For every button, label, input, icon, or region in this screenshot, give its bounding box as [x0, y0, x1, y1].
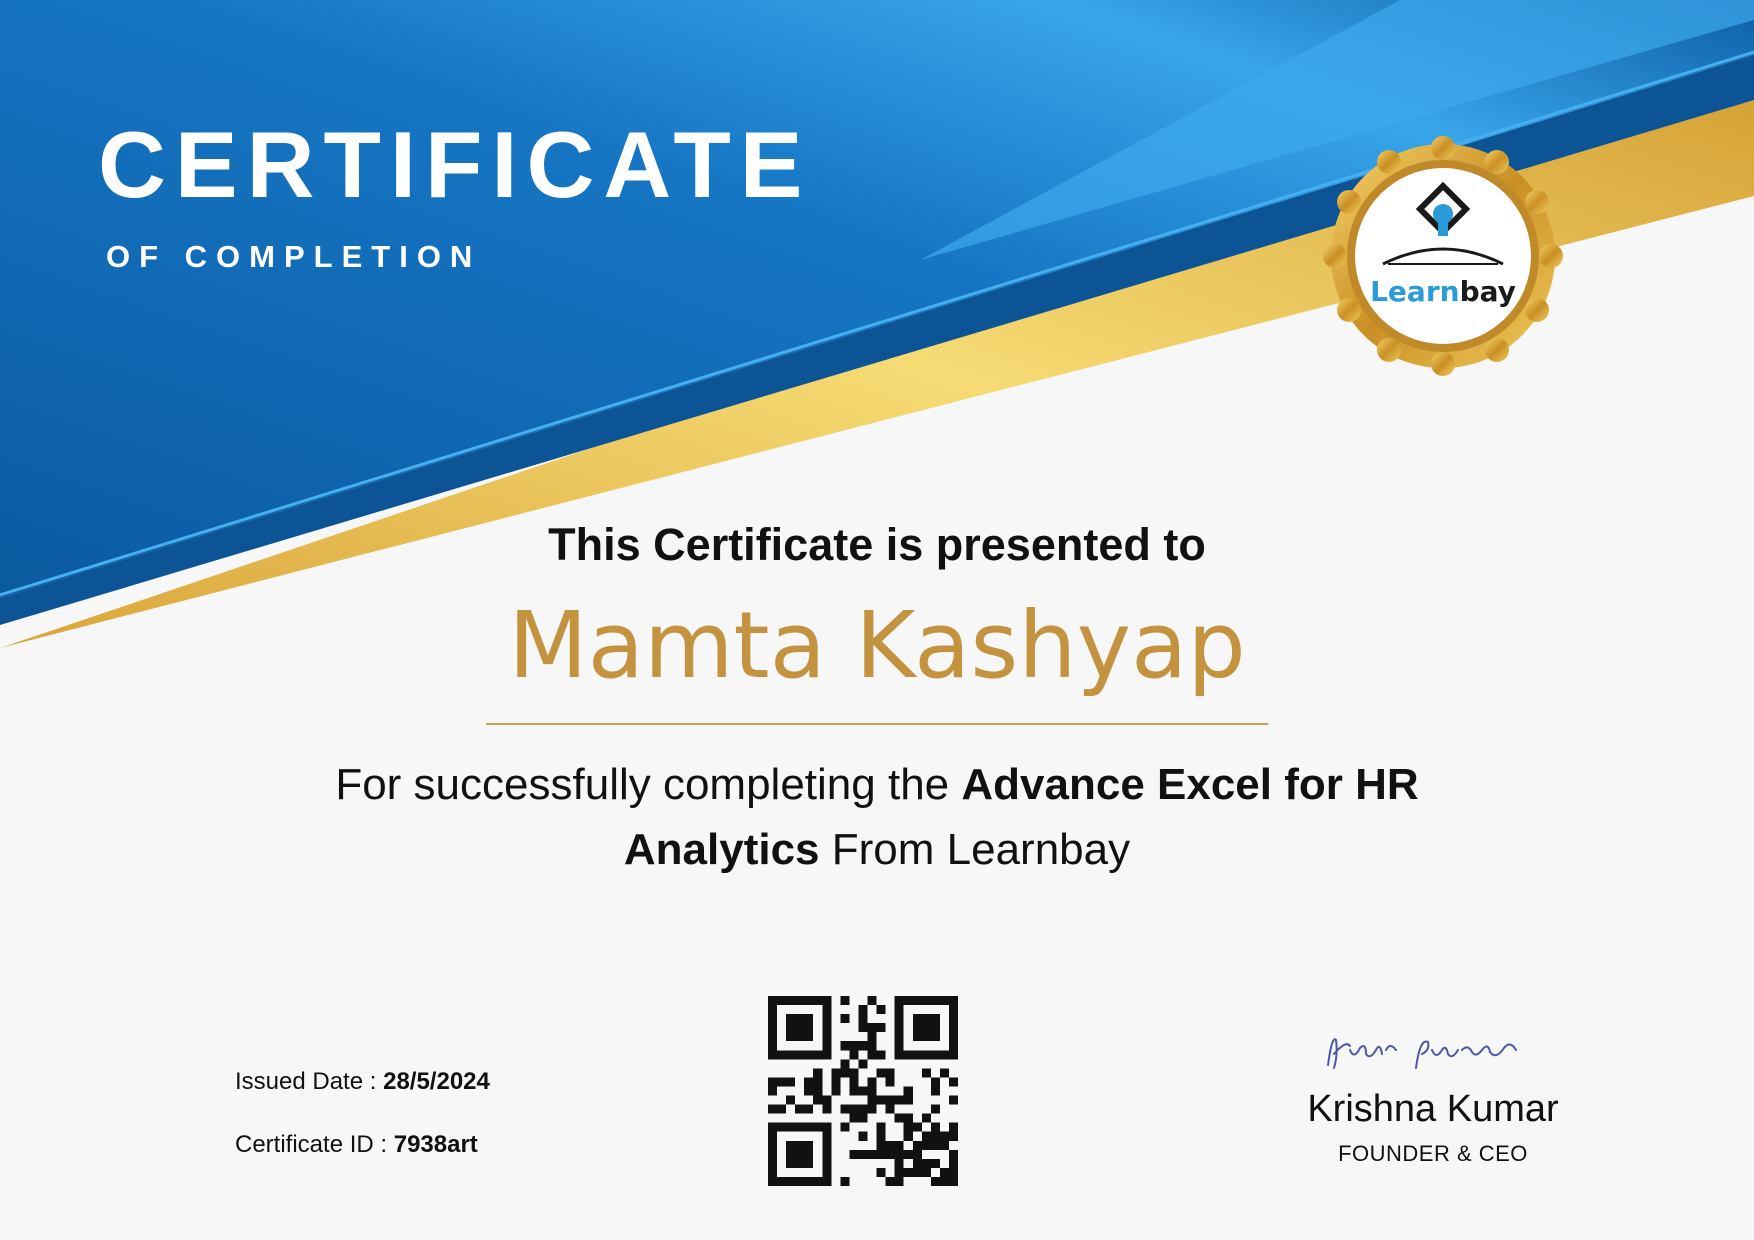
signer-title: FOUNDER & CEO — [1338, 1141, 1528, 1166]
recipient-name: Mamta Kashyap — [508, 592, 1246, 699]
course-name: Advance Excel for HR Analytics — [623, 760, 1419, 874]
signature-image — [1320, 1020, 1550, 1080]
certificate-title: CERTIFICATE — [98, 112, 812, 217]
certificate-subtitle: OF COMPLETION — [106, 239, 482, 274]
certificate-id-value: 7938art — [393, 1131, 478, 1158]
learnbay-seal — [1323, 136, 1563, 376]
completion-prefix: For successfully completing the — [335, 760, 950, 809]
issued-date — [235, 1070, 490, 1094]
completion-suffix: From Learnbay — [831, 825, 1131, 874]
name-underline — [486, 723, 1268, 725]
signer-name: Krishna Kumar — [1307, 1088, 1559, 1130]
qr-code-icon — [768, 996, 958, 1186]
seal-brand-learn: Learn — [1370, 275, 1460, 308]
issued-date-value: 28/5/2024 — [383, 1068, 490, 1095]
certificate-id-label: Certificate ID : — [235, 1131, 388, 1158]
presented-to-heading: This Certificate is presented to — [548, 519, 1206, 570]
seal-brand-bay: bay — [1459, 275, 1516, 308]
seal-brand-text — [1323, 275, 1563, 308]
completion-statement — [250, 752, 1504, 882]
issued-date-label: Issued Date : — [235, 1068, 377, 1095]
certificate-id — [235, 1133, 478, 1157]
